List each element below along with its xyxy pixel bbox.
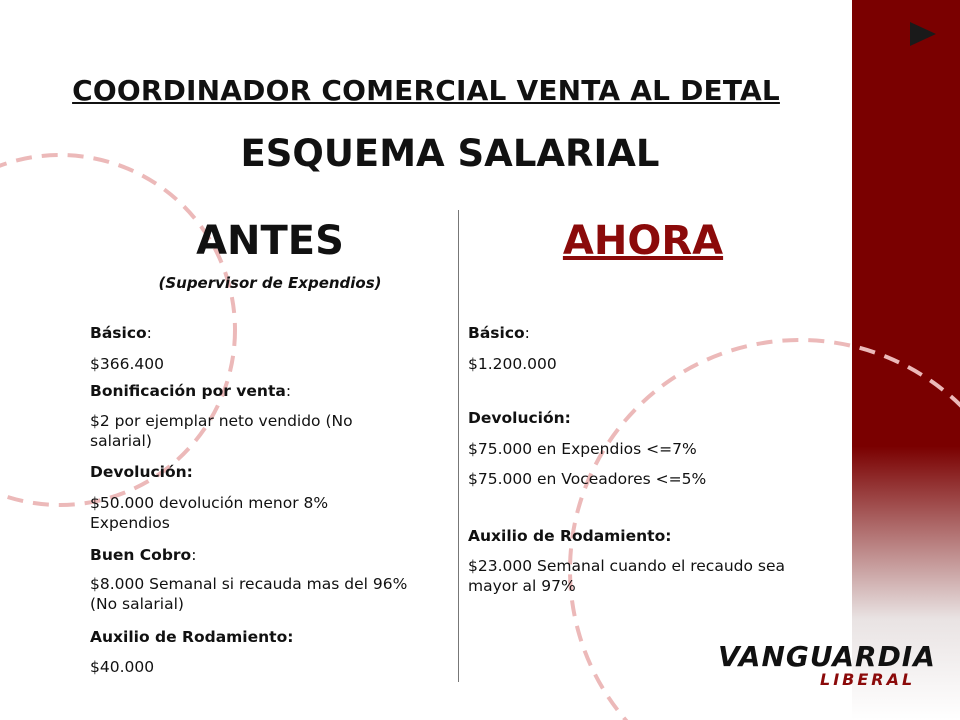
antes-subheading: (Supervisor de Expendios) [158,274,382,292]
next-slide-icon[interactable] [910,22,936,46]
antes-bonificacion-label: Bonificación por venta: [90,382,292,400]
logo-sub-text: LIBERAL [820,670,916,689]
antes-buen-cobro-label: Buen Cobro: [90,546,197,564]
antes-bonificacion-value: $2 por ejemplar neto vendido (No salarial) [90,412,353,450]
antes-buen-cobro-value: $8.000 Semanal si recauda mas del 96% (No salarial) [90,575,408,613]
antes-basico-value: $366.400 [90,355,164,373]
ahora-auxilio-value: $23.000 Semanal cuando el recaudo sea mayor al 97% [468,557,786,595]
ahora-heading: AHORA [562,218,724,264]
antes-basico-label: Básico: [90,324,152,342]
column-divider [458,210,459,682]
side-bar [852,0,960,720]
ahora-basico-label: Básico: [468,324,530,342]
logo-main-text: VANGUARDIA [718,640,936,673]
antes-heading: ANTES [196,218,344,264]
page-subtitle: ESQUEMA SALARIAL [240,132,660,175]
ahora-devolucion-label: Devolución: [468,409,571,427]
antes-devolucion-value: $50.000 devolución menor 8% Expendios [90,494,329,532]
ahora-basico-value: $1.200.000 [468,355,557,373]
page-title: COORDINADOR COMERCIAL VENTA AL DETAL [72,74,780,107]
antes-auxilio-value: $40.000 [90,658,155,676]
antes-auxilio-label: Auxilio de Rodamiento: [90,628,294,646]
ahora-devolucion-voceadores: $75.000 en Voceadores <=5% [468,470,707,488]
vanguardia-logo [718,640,943,690]
ahora-devolucion-expendios: $75.000 en Expendios <=7% [468,440,697,458]
ahora-auxilio-label: Auxilio de Rodamiento: [468,527,672,545]
antes-devolucion-label: Devolución: [90,463,193,481]
